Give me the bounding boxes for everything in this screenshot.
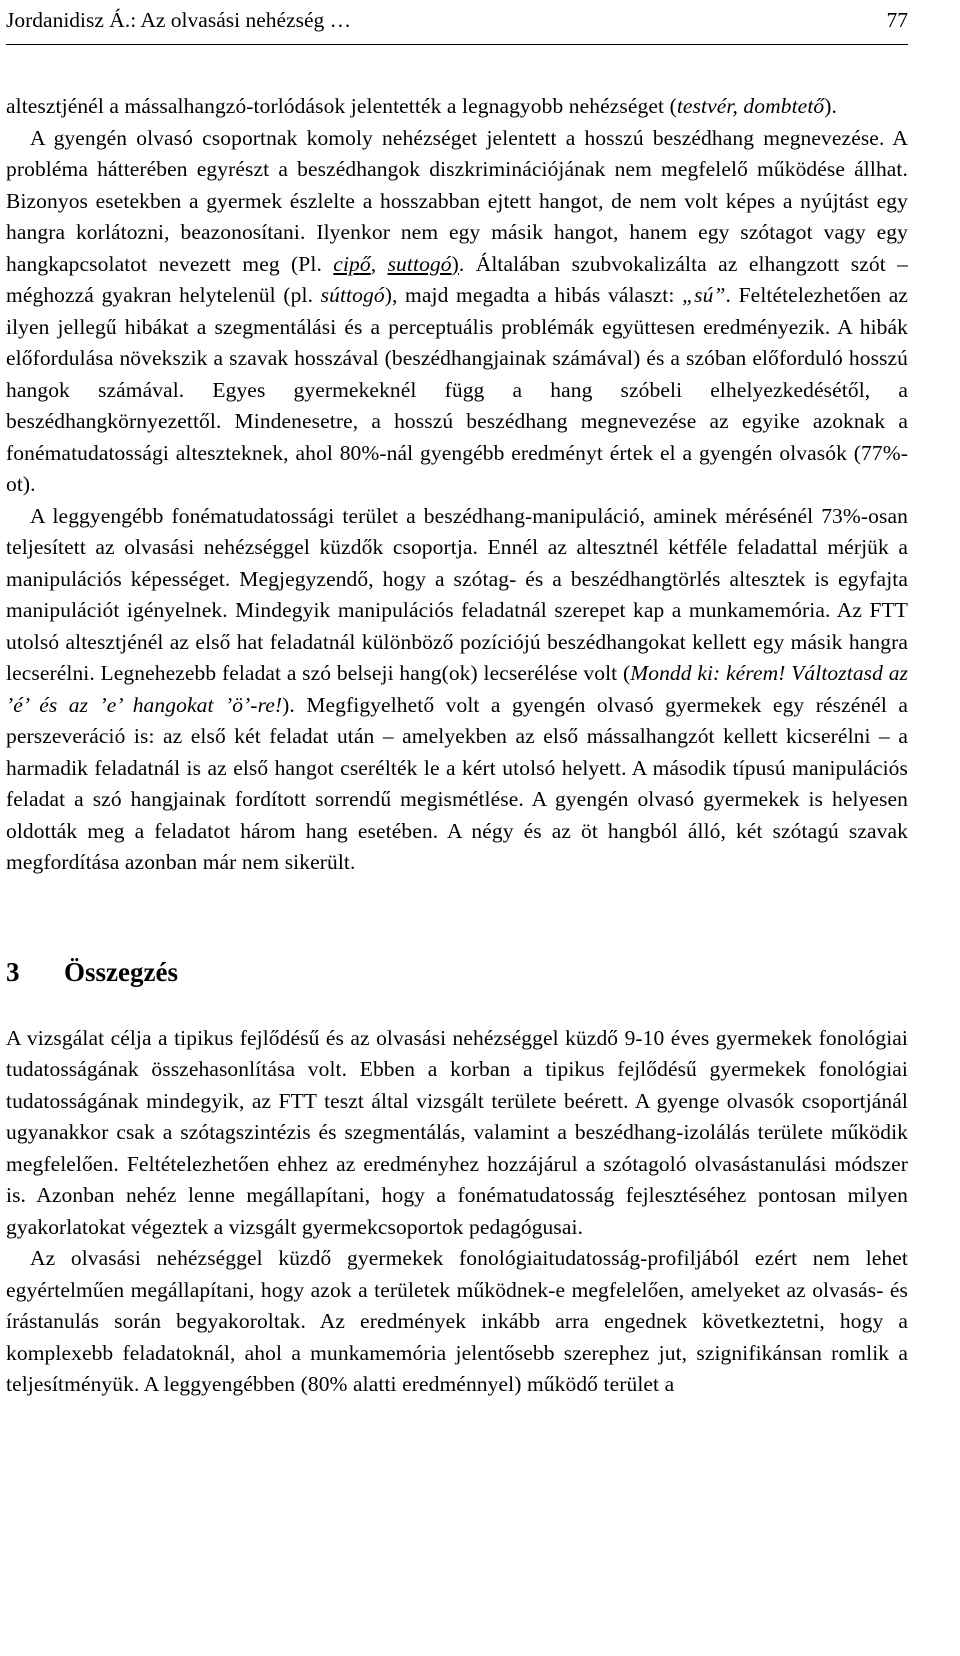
section-number: 3 bbox=[6, 957, 20, 987]
paragraph: Az olvasási nehézséggel küzdő gyermekek fonológiaitudatosság-profiljából ezért nem lehet egyértelműen megállapítani, hogy azok a területek működnek-e megfelelően, amelyeket az olvasás- és írástanulás során begyakoroltak. Az eredmények inkább arra engednek következtetni, hogy a komplexebb feladatoknál, ahol a munkamemória jelentősebb szerephez jut, szignifikánsan romlik a teljesítményük. A leggyengébben (80% alatti eredménnyel) működő terület a bbox=[6, 1246, 908, 1396]
paragraph: A gyengén olvasó csoportnak komoly nehézséget jelentett a hosszú beszédhang megnevezése. A probléma hátterében egyrészt a beszédhangok diszkriminációjának nem megfelelő működése állhat. Bizonyos esetekben a gyermek észlelte a hosszabban ejtett hangot, de nem volt képes a nyújtást egy hangra korlátozni, beazonosítani. Ilyenkor nem egy másik hangot, hanem egy szótagot vagy egy hangkapcsolatot nevezett meg (Pl. cipő, suttogó). Általában szubvokalizálta az elhangzott szót – méghozzá gyakran helytelenül (pl. súttogó), majd megadta a hibás választ: „sú”. Feltételezhetően az ilyen jellegű hibákat a szegmentálási és a perceptuális problémák együttesen eredményezik. A hibák előfordulása növekszik a szavak hosszával (beszédhangjainak számával) és a szóban előforduló hosszú hangok számával. Egyes gyermekeknél függ a hang szóbeli elhelyezkedésétől, a beszédhangkörnyezettől. Mindenesetre, a hosszú beszédhang megnevezése az egyike azoknak a fonématudatossági alteszteknek, ahol 80%-nál gyengébb eredményt értek el a gyengén olvasók (77%-ot). bbox=[6, 125, 909, 496]
running-title: Jordanidisz Á.: Az olvasási nehézség … bbox=[6, 8, 352, 32]
section-title: Összegzés bbox=[64, 957, 178, 987]
paragraph: A leggyengébb fonématudatossági terület a beszédhang-manipuláció, aminek mérésénél 73%-osan teljesített az olvasási nehézséggel küzdők csoportja. Ennél az altesztnél kétféle feladattal mérjük a manipulációs képességet. Megjegyzendő, hogy a szótag- és a beszédhangtörlés altesztek is egyfajta manipulációt igényelnek. Mindegyik manipulációs feladatnál szerepet kap a munkamemória. Az FTT utolsó altesztjénél az első hat feladatnál különböző pozíciójú beszédhangokat kellett egy másik hangra lecserélni. Legnehezebb feladat a szó belseji hang(ok) lecserélése volt (Mondd ki: kérem! Változtasd az ’é’ és az ’e’ hangokat ’ö’-re!). Megfigyelhető volt a gyengén olvasó gyermekek egy részénél a perszeveráció is: az első két feladat után – amelyekben az első mássalhangzót kellett kicserélni – a harmadik feladatnál is az első hangot cserélték le a kért utolsó helyett. A második típusú manipulációs feladat a szó hangjainak fordított sorrendű megismétlése. A gyengén olvasó gyermekek is helyesen oldották meg a feladatot három hang esetében. A négy és az öt hangból álló, két szótagú szavak megfordítása azonban már nem sikerült. bbox=[6, 503, 909, 874]
paragraph: A vizsgálat célja a tipikus fejlődésű és az olvasási nehézséggel küzdő 9-10 éves gyermekek fonológiai tudatosságának összehasonlítása volt. Ebben a korban a tipikus fejlődésű gyermekek fonológiai tudatosságának mindegyik, az FTT teszt által vizsgált területe beérett. A gyenge olvasók csoportjánál ugyanakkor csak a szótagszintézis és szegmentálás, valamint a beszédhang-izolálás területe működik megfelelően. Feltételezhetően ehhez az eredményhez hozzájárul a szótagoló olvasástanulási módszer is. Azonban nehéz lenne megállapítani, hogy a fonématudatosság fejlesztéséhez pontosan milyen gyakorlatokat végeztek a vizsgált gyermekcsoportok pedagógusai. bbox=[6, 1025, 908, 1239]
running-header bbox=[6, 0, 908, 45]
section-results-continued bbox=[6, 91, 908, 879]
document-page bbox=[6, 0, 908, 1401]
paragraph: altesztjénél a mássalhangzó-torlódások jelentették a legnagyobb nehézséget (testvér, dombtető). bbox=[6, 94, 838, 118]
section-summary bbox=[6, 1023, 908, 1401]
section-heading bbox=[6, 943, 908, 1003]
page-number: 77 bbox=[886, 8, 908, 32]
